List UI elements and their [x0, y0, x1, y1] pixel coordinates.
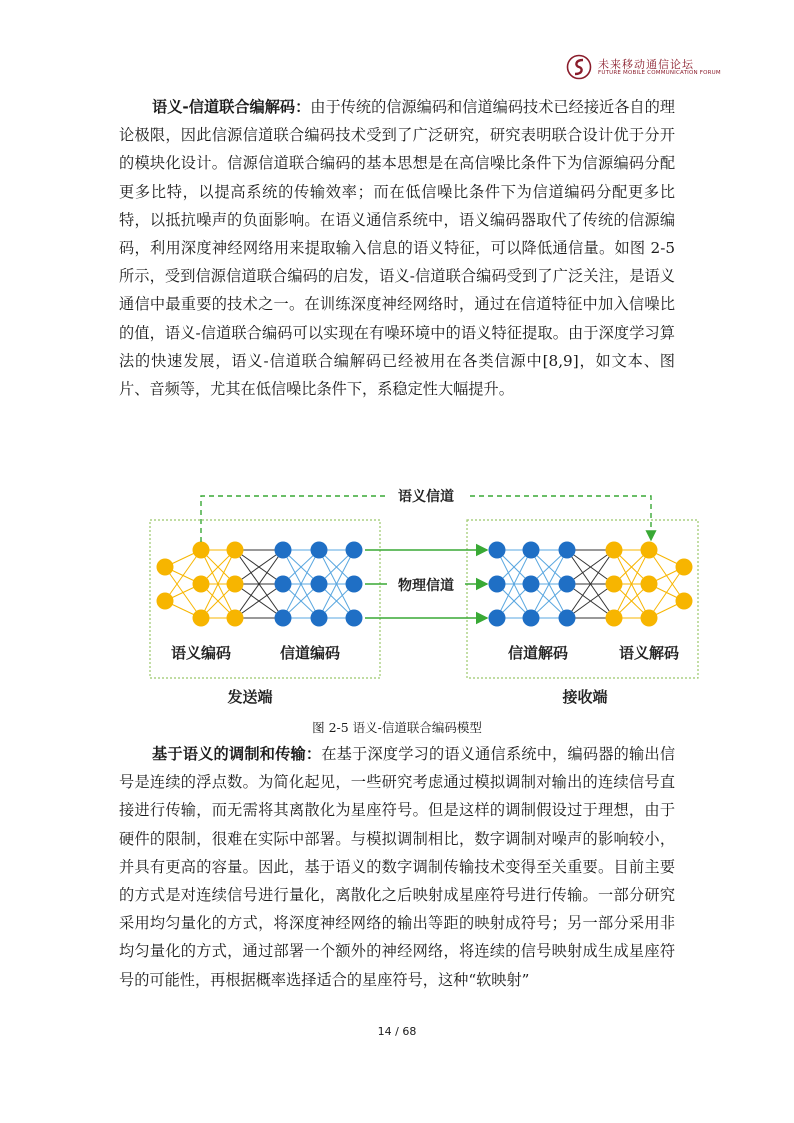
semantic-encoding-label: 语义编码: [170, 644, 232, 662]
receiver-node: [523, 610, 540, 627]
receiver-node: [523, 542, 540, 559]
receiver-node: [606, 542, 623, 559]
transmitter-node: [275, 542, 292, 559]
receiver-node: [559, 610, 576, 627]
receiver-node: [489, 576, 506, 593]
receiver-node: [606, 610, 623, 627]
receiver-node: [641, 610, 658, 627]
receiver-network: [489, 542, 693, 627]
physical-channel-label: 物理信道: [398, 578, 454, 594]
receiver-node: [559, 576, 576, 593]
paragraph-modulation: [119, 740, 675, 994]
transmitter-node: [157, 559, 174, 576]
transmitter-node: [227, 576, 244, 593]
transmitter-node: [311, 610, 328, 627]
transmitter-node: [193, 610, 210, 627]
figure-caption: 图 2-5 语义-信道联合编码模型: [312, 720, 482, 735]
transmitter-node: [311, 542, 328, 559]
paragraph-text: 在基于深度学习的语义通信系统中，编码器的输出信号是连续的浮点数。为简化起见，一些研究考虑通过模拟调制对输出的连续信号直接进行传输，而无需将其离散化为星座符号。但是这样的调制假设过于理想，由于硬件的限制，很难在实际中部署。与模拟调制相比，数字调制对噪声的影响较小，并具有更高的容量。因此，基于语义的数字调制传输技术变得至关重要。目前主要的方式是对连续信号进行量化，离散化之后映射成星座符号进行传输。一部分研究采用均匀量化的方式，将深度神经网络的输出等距的映射成符号；另一部分采用非均匀量化的方式，通过部署一个额外的神经网络，将连续的信号映射成生成星座符号的可能性，再根据概率选择适合的星座符号，这种“软映射”: [119, 745, 676, 989]
transmitter-node: [193, 542, 210, 559]
transmitter-node: [275, 576, 292, 593]
header-logo: [566, 48, 726, 86]
transmitter-node: [275, 610, 292, 627]
receiver-node: [489, 542, 506, 559]
transmitter-node: [346, 576, 363, 593]
paragraph-title: 语义-信道联合编解码：: [152, 98, 311, 116]
transmitter-node: [346, 610, 363, 627]
page-number: 14 / 68: [377, 1025, 417, 1038]
transmitter-node: [227, 610, 244, 627]
transmitter-node: [346, 542, 363, 559]
transmitter-network: [157, 542, 363, 627]
receiver-node: [676, 559, 693, 576]
receiver-label: 接收端: [562, 688, 608, 706]
forum-logo-icon: [566, 54, 592, 80]
receiver-node: [523, 576, 540, 593]
receiver-node: [676, 593, 693, 610]
transmitter-node: [311, 576, 328, 593]
semantic-decoding-label: 语义解码: [618, 644, 680, 662]
receiver-node: [489, 610, 506, 627]
transmitter-node: [157, 593, 174, 610]
figure-joint-coding-model: [147, 488, 701, 712]
receiver-node: [559, 542, 576, 559]
paragraph-joint-coding: [119, 93, 675, 403]
logo-chinese-text: 未来移动通信论坛: [598, 58, 694, 71]
semantic-channel-label: 语义信道: [398, 489, 454, 505]
receiver-node: [641, 576, 658, 593]
logo-english-text: FUTURE MOBILE COMMUNICATION FORUM: [598, 70, 721, 76]
receiver-node: [641, 542, 658, 559]
receiver-node: [606, 576, 623, 593]
paragraph-title: 基于语义的调制和传输：: [152, 745, 322, 763]
paragraph-text: 由于传统的信源编码和信道编码技术已经接近各自的理论极限，因此信源信道联合编码技术受到了广泛研究，研究表明联合设计优于分开的模块化设计。信源信道联合编码的基本思想是在高信噪比条件下为信源编码分配更多比特，以提高系统的传输效率；而在低信噪比条件下为信道编码分配更多比特，以抵抗噪声的负面影响。在语义通信系统中，语义编码器取代了传统的信源编码，利用深度神经网络用来提取输入信息的语义特征，可以降低通信量。如图 2-5 所示，受到信源信道联合编码的启发，语义-信道联合编码受到了广泛关注，是语义通信中最重要的技术之一。在训练深度神经网络时，通过在信道特征中加入信噪比的值，语义-信道联合编码可以实现在有噪环境中的语义特征提取。由于深度学习算法的快速发展，语义-信道联合编解码已经被用在各类信源中[8,9]，如文本、图片、音频等，尤其在低信噪比条件下，系稳定性大幅提升。: [119, 98, 675, 399]
transmitter-node: [193, 576, 210, 593]
channel-encoding-label: 信道编码: [279, 644, 341, 662]
transmitter-label: 发送端: [227, 688, 273, 706]
transmitter-node: [227, 542, 244, 559]
channel-decoding-label: 信道解码: [507, 644, 569, 662]
